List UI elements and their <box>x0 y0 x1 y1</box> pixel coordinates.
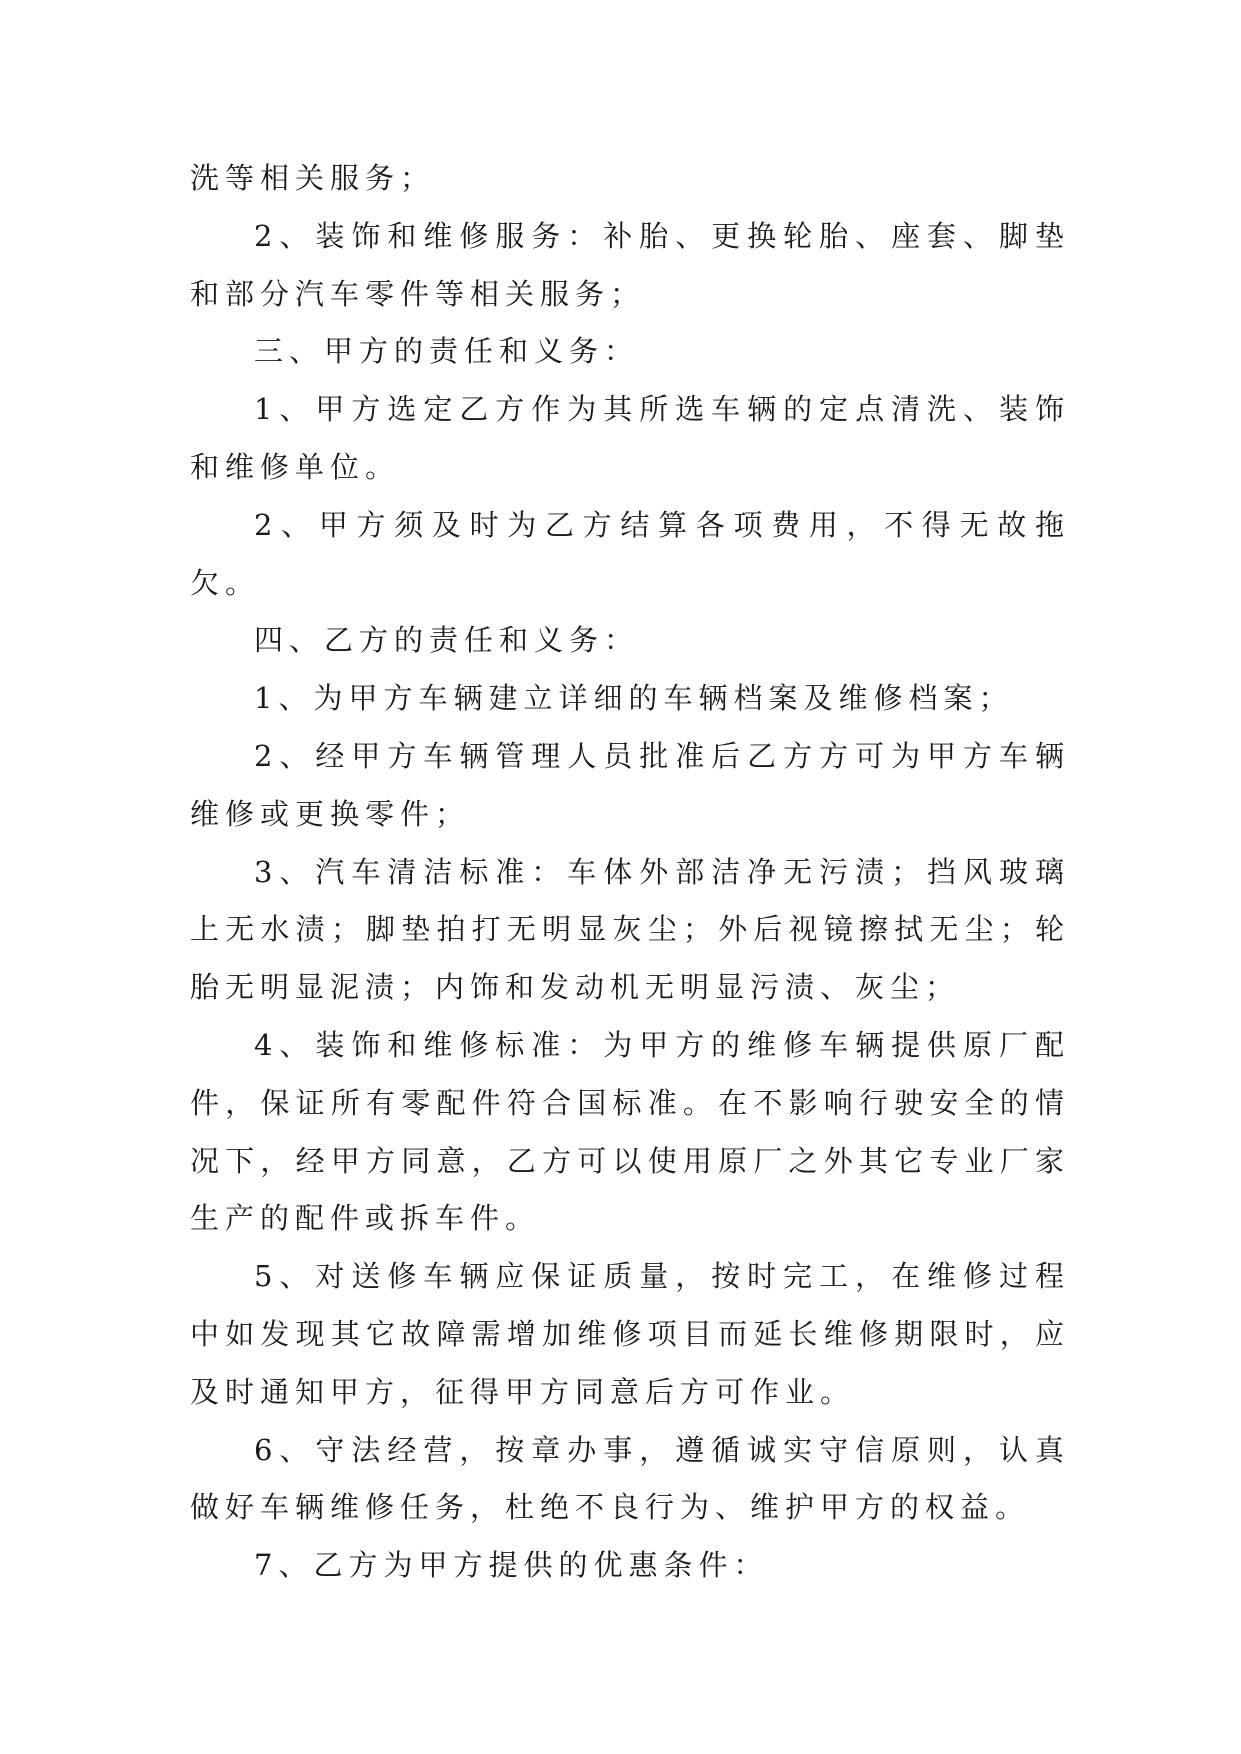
paragraph-party-b-3: 3、汽车清洁标准：车体外部洁净无污渍；挡风玻璃上无水渍；脚垫拍打无明显灰尘；外后视镜擦拭无尘；轮胎无明显泥渍；内饰和发动机无明显污渍、灰尘； <box>190 854 1070 1005</box>
section-heading-party-a: 三、甲方的责任和义务： <box>254 334 640 369</box>
paragraph-party-b-5: 5、对送修车辆应保证质量，按时完工，在维修过程中如发现其它故障需增加维修项目而延长维修期限时，应及时通知甲方，征得甲方同意后方可作业。 <box>190 1259 1070 1409</box>
document-page <box>190 150 1070 1595</box>
paragraph-party-a-1: 1、甲方选定乙方作为其所选车辆的定点清洗、装饰和维修单位。 <box>190 392 1070 484</box>
paragraph-party-a-2: 2、甲方须及时为乙方结算各项费用，不得无故拖欠。 <box>190 507 1070 600</box>
paragraph-party-b-7: 7、乙方为甲方提供的优惠条件： <box>254 1548 769 1583</box>
paragraph-party-b-4: 4、装饰和维修标准：为甲方的维修车辆提供原厂配件，保证所有零配件符合国标准。在不影响行驶安全的情况下，经甲方同意，乙方可以使用原厂之外其它专业厂家生产的配件或拆车件。 <box>190 1027 1070 1236</box>
paragraph-party-b-1: 1、为甲方车辆建立详细的车辆档案及维修档案； <box>254 681 1014 716</box>
section-heading-party-b: 四、乙方的责任和义务： <box>254 623 640 658</box>
paragraph-party-b-6: 6、守法经营，按章办事，遵循诚实守信原则，认真做好车辆维修任务，杜绝不良行为、维护甲方的权益。 <box>190 1432 1070 1525</box>
paragraph-service-2: 2、装饰和维修服务：补胎、更换轮胎、座套、脚垫和部分汽车零件等相关服务； <box>190 218 1070 311</box>
paragraph-party-b-2: 2、经甲方车辆管理人员批准后乙方方可为甲方车辆维修或更换零件； <box>190 738 1070 831</box>
paragraph-continuation: 洗等相关服务； <box>190 161 436 195</box>
